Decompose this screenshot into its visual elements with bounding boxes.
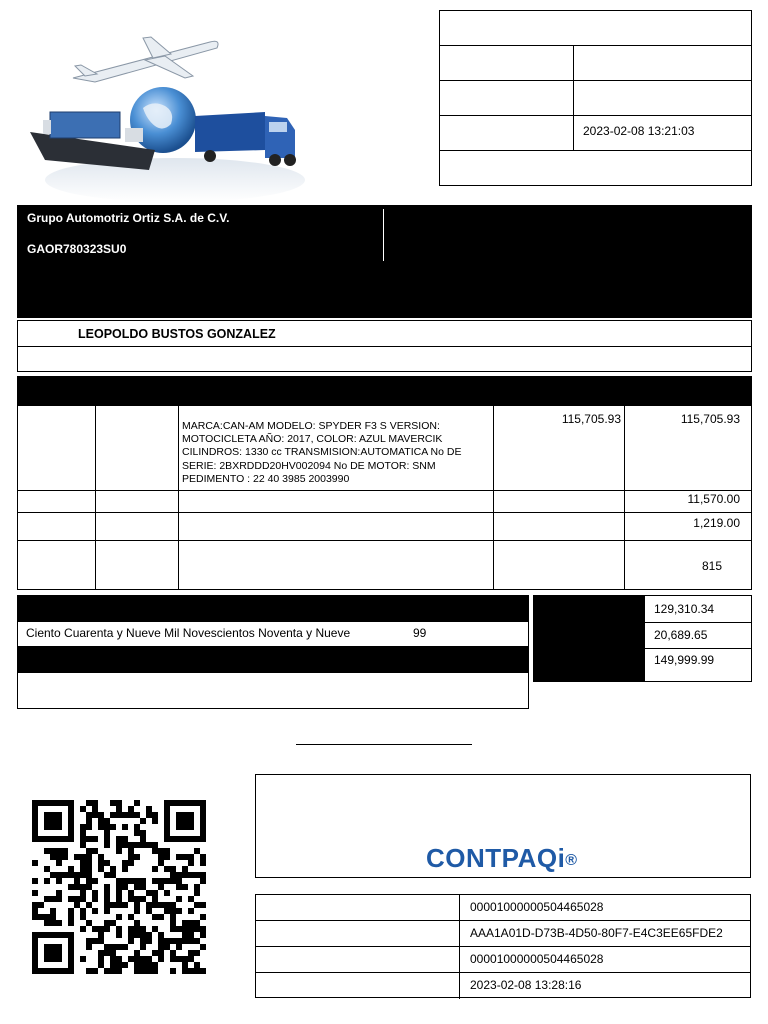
- tax-value: 20,689.65: [654, 628, 708, 642]
- items-table-header: [17, 376, 752, 406]
- receiver-name: LEOPOLDO BUSTOS GONZALEZ: [78, 327, 276, 341]
- issuer-name: Grupo Automotriz Ortiz S.A. de C.V.: [27, 211, 230, 225]
- stamp-row: [256, 973, 750, 999]
- receiver-section: [17, 320, 752, 372]
- truck-icon: [195, 112, 296, 166]
- invoice-header-box: [439, 10, 752, 186]
- issue-timestamp: 2023-02-08 13:21:03: [583, 124, 695, 138]
- amount-in-words: Ciento Cuarenta y Nueve Mil Novescientos Noventa y Nueve: [26, 626, 351, 640]
- row4-amount: 815: [701, 559, 722, 573]
- amount-words-row: [17, 622, 529, 646]
- subtotal-value: 129,310.34: [654, 602, 715, 616]
- issuer-section: [17, 205, 752, 318]
- certification-date: 2023-02-08 13:28:16: [470, 978, 582, 992]
- fiscal-uuid: AAA1A01D-D73B-4D50-80F7-E4C3EE65FDE2: [470, 926, 723, 940]
- stamp-row: [256, 947, 750, 973]
- stamp-row: [256, 895, 750, 921]
- header-row-1: [440, 11, 751, 46]
- items-table: [17, 406, 752, 590]
- contpaqi-logo: [426, 843, 578, 874]
- logistics-logo-image: [25, 20, 310, 202]
- issuer-rfc: GAOR780323SU0: [27, 242, 127, 256]
- totals-labels: [533, 595, 645, 682]
- signature-line: [296, 744, 472, 745]
- issuer-certificate-number: 00001000000504465028: [470, 900, 604, 914]
- sat-certificate-number: 00001000000504465028: [470, 952, 604, 966]
- item-unit-price: 115,705.93: [561, 412, 621, 426]
- totals-values: [645, 595, 752, 682]
- amount-cents: 99: [413, 626, 427, 640]
- item-description: MARCA:CAN-AM MODELO: SPYDER F3 S VERSION: MOTOCICLETA AÑO: 2017, COLOR: AZUL MAVERCIK CILINDROS: 1330 cc TRANSMISION:AUTOMATICA No DE SERIE: 2BXRDDD20HV002094 No DE MOTOR: SNM PEDIMENTO : 22 40 3985 2003990: [182, 420, 462, 485]
- stamp-row: [256, 921, 750, 947]
- amount-words-band: [17, 646, 529, 673]
- software-brand-box: [255, 774, 751, 878]
- header-row-5: [440, 151, 751, 185]
- item-amount: 115,705.93: [680, 412, 740, 426]
- header-row-2: [440, 46, 751, 81]
- row3-amount: 1,219.00: [693, 516, 740, 530]
- header-row-4: [440, 116, 751, 151]
- amount-words-header: [17, 595, 529, 622]
- airplane-icon: [73, 37, 218, 82]
- contpaqi-logo-text: CONTPAQi: [426, 843, 566, 873]
- registered-mark-icon: ®: [565, 852, 578, 869]
- notes-box: [17, 673, 529, 709]
- receiver-divider: [18, 346, 751, 347]
- row2-amount: 11,570.00: [687, 492, 740, 506]
- qr-code-icon: [32, 800, 206, 974]
- issuer-divider: [383, 209, 384, 261]
- header-row-3: [440, 81, 751, 116]
- digital-stamp-table: [255, 894, 751, 998]
- total-value: 149,999.99: [654, 653, 715, 667]
